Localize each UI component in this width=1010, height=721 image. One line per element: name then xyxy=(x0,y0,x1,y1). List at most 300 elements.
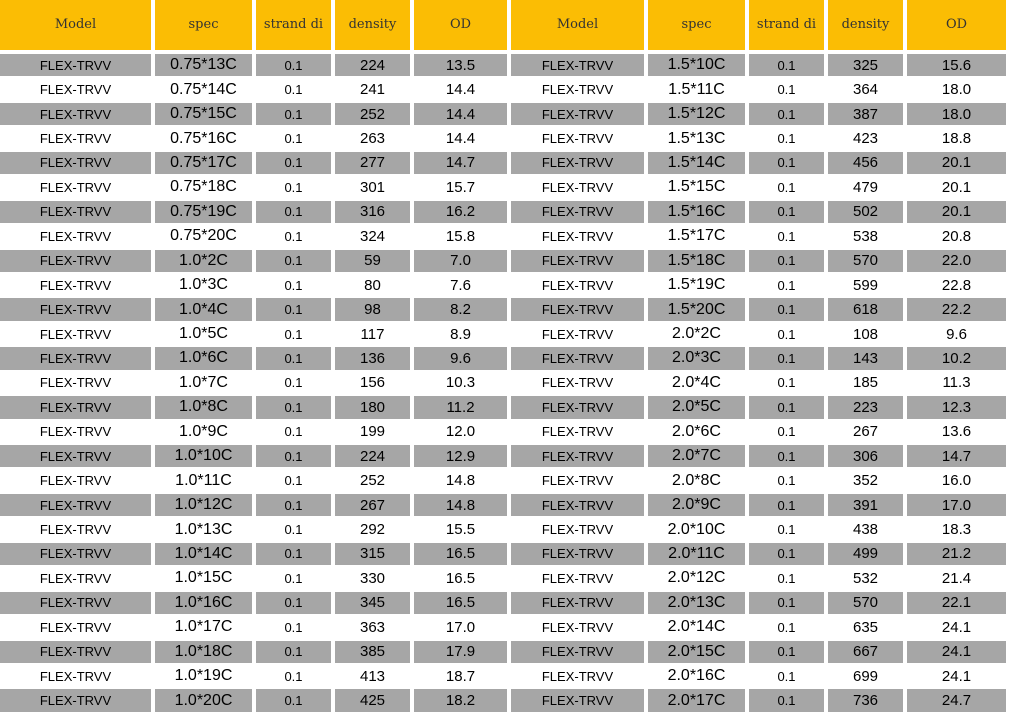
header-od-left: OD xyxy=(414,0,511,54)
cell-strand-diameter: 0.1 xyxy=(749,127,828,151)
table-row xyxy=(0,616,1010,640)
cell-spec: 0.75*18C xyxy=(155,176,256,200)
cell-density: 532 xyxy=(828,567,907,591)
cell-spec: 1.0*4C xyxy=(155,298,256,322)
cell-od: 20.1 xyxy=(907,152,1010,176)
cell-od: 16.0 xyxy=(907,469,1010,493)
table-row xyxy=(0,592,1010,616)
cell-od: 16.5 xyxy=(414,567,511,591)
cell-od: 20.8 xyxy=(907,225,1010,249)
cell-od: 10.3 xyxy=(414,372,511,396)
cell-strand-diameter: 0.1 xyxy=(749,396,828,420)
cell-density: 108 xyxy=(828,323,907,347)
cell-od: 8.2 xyxy=(414,298,511,322)
cell-density: 224 xyxy=(335,54,414,78)
cell-strand-diameter: 0.1 xyxy=(749,421,828,445)
cell-od: 24.1 xyxy=(907,665,1010,689)
cell-strand-diameter: 0.1 xyxy=(256,298,335,322)
cell-strand-diameter: 0.1 xyxy=(256,201,335,225)
cell-model: FLEX-TRVV xyxy=(511,274,648,298)
cell-model: FLEX-TRVV xyxy=(0,274,155,298)
cell-model: FLEX-TRVV xyxy=(511,372,648,396)
cell-density: 136 xyxy=(335,347,414,371)
cell-od: 18.2 xyxy=(414,689,511,713)
cell-od: 11.3 xyxy=(907,372,1010,396)
cell-od: 11.2 xyxy=(414,396,511,420)
cell-model: FLEX-TRVV xyxy=(0,616,155,640)
cell-density: 267 xyxy=(828,421,907,445)
cell-model: FLEX-TRVV xyxy=(0,421,155,445)
cell-strand-diameter: 0.1 xyxy=(256,592,335,616)
cell-spec: 1.0*19C xyxy=(155,665,256,689)
cell-model: FLEX-TRVV xyxy=(0,78,155,102)
cell-od: 17.9 xyxy=(414,641,511,665)
cell-model: FLEX-TRVV xyxy=(511,665,648,689)
cell-spec: 0.75*19C xyxy=(155,201,256,225)
cell-density: 345 xyxy=(335,592,414,616)
cell-od: 18.0 xyxy=(907,103,1010,127)
cell-density: 199 xyxy=(335,421,414,445)
cell-density: 391 xyxy=(828,494,907,518)
cell-model: FLEX-TRVV xyxy=(0,323,155,347)
cell-spec: 1.0*18C xyxy=(155,641,256,665)
header-density-right: density xyxy=(828,0,907,54)
cell-spec: 1.0*10C xyxy=(155,445,256,469)
cell-spec: 1.0*9C xyxy=(155,421,256,445)
cell-density: 223 xyxy=(828,396,907,420)
cell-strand-diameter: 0.1 xyxy=(256,689,335,713)
cell-density: 185 xyxy=(828,372,907,396)
cell-od: 14.8 xyxy=(414,494,511,518)
header-od-right: OD xyxy=(907,0,1010,54)
cell-density: 618 xyxy=(828,298,907,322)
cell-density: 479 xyxy=(828,176,907,200)
table-row xyxy=(0,494,1010,518)
cell-spec: 2.0*17C xyxy=(648,689,749,713)
cell-strand-diameter: 0.1 xyxy=(749,469,828,493)
cell-density: 385 xyxy=(335,641,414,665)
cell-density: 499 xyxy=(828,543,907,567)
cell-strand-diameter: 0.1 xyxy=(256,641,335,665)
cell-density: 80 xyxy=(335,274,414,298)
cell-density: 330 xyxy=(335,567,414,591)
cell-density: 180 xyxy=(335,396,414,420)
cell-density: 599 xyxy=(828,274,907,298)
cell-density: 387 xyxy=(828,103,907,127)
table-row xyxy=(0,274,1010,298)
cell-density: 538 xyxy=(828,225,907,249)
header-density-left: density xyxy=(335,0,414,54)
cell-strand-diameter: 0.1 xyxy=(256,323,335,347)
cell-spec: 2.0*3C xyxy=(648,347,749,371)
cell-strand-diameter: 0.1 xyxy=(256,78,335,102)
cell-spec: 2.0*9C xyxy=(648,494,749,518)
cell-model: FLEX-TRVV xyxy=(511,445,648,469)
cell-model: FLEX-TRVV xyxy=(511,518,648,542)
cell-spec: 2.0*12C xyxy=(648,567,749,591)
cell-od: 24.7 xyxy=(907,689,1010,713)
cell-spec: 2.0*8C xyxy=(648,469,749,493)
cell-strand-diameter: 0.1 xyxy=(749,298,828,322)
cell-model: FLEX-TRVV xyxy=(0,641,155,665)
cell-strand-diameter: 0.1 xyxy=(256,543,335,567)
cell-od: 12.3 xyxy=(907,396,1010,420)
cell-model: FLEX-TRVV xyxy=(0,445,155,469)
cell-spec: 1.0*15C xyxy=(155,567,256,591)
cell-density: 306 xyxy=(828,445,907,469)
cell-spec: 1.0*2C xyxy=(155,250,256,274)
cell-density: 352 xyxy=(828,469,907,493)
cell-spec: 2.0*15C xyxy=(648,641,749,665)
cell-od: 21.2 xyxy=(907,543,1010,567)
table-row xyxy=(0,641,1010,665)
cell-model: FLEX-TRVV xyxy=(511,347,648,371)
cell-strand-diameter: 0.1 xyxy=(256,665,335,689)
cell-strand-diameter: 0.1 xyxy=(749,323,828,347)
cell-od: 15.8 xyxy=(414,225,511,249)
cell-density: 438 xyxy=(828,518,907,542)
cell-spec: 0.75*20C xyxy=(155,225,256,249)
cell-spec: 2.0*10C xyxy=(648,518,749,542)
cell-density: 59 xyxy=(335,250,414,274)
cell-strand-diameter: 0.1 xyxy=(749,641,828,665)
header-spec-left: spec xyxy=(155,0,256,54)
cell-spec: 2.0*14C xyxy=(648,616,749,640)
cell-spec: 0.75*17C xyxy=(155,152,256,176)
cell-strand-diameter: 0.1 xyxy=(256,176,335,200)
cell-model: FLEX-TRVV xyxy=(0,176,155,200)
cell-spec: 1.0*6C xyxy=(155,347,256,371)
cell-model: FLEX-TRVV xyxy=(0,665,155,689)
cell-spec: 2.0*6C xyxy=(648,421,749,445)
table-row xyxy=(0,54,1010,78)
cell-spec: 1.5*15C xyxy=(648,176,749,200)
cell-strand-diameter: 0.1 xyxy=(749,78,828,102)
cell-model: FLEX-TRVV xyxy=(511,543,648,567)
cell-od: 14.4 xyxy=(414,103,511,127)
cell-od: 18.0 xyxy=(907,78,1010,102)
cell-density: 699 xyxy=(828,665,907,689)
cell-od: 15.7 xyxy=(414,176,511,200)
cell-model: FLEX-TRVV xyxy=(511,78,648,102)
cell-model: FLEX-TRVV xyxy=(0,250,155,274)
cell-spec: 0.75*15C xyxy=(155,103,256,127)
cell-spec: 1.0*20C xyxy=(155,689,256,713)
table-row xyxy=(0,543,1010,567)
table-row xyxy=(0,323,1010,347)
cell-density: 364 xyxy=(828,78,907,102)
cell-od: 16.5 xyxy=(414,592,511,616)
cell-od: 18.3 xyxy=(907,518,1010,542)
cell-model: FLEX-TRVV xyxy=(0,494,155,518)
header-row xyxy=(0,0,1010,54)
table-row xyxy=(0,445,1010,469)
cell-spec: 2.0*4C xyxy=(648,372,749,396)
cell-od: 13.6 xyxy=(907,421,1010,445)
cell-od: 10.2 xyxy=(907,347,1010,371)
cell-model: FLEX-TRVV xyxy=(0,152,155,176)
cell-model: FLEX-TRVV xyxy=(0,592,155,616)
cell-spec: 1.5*14C xyxy=(648,152,749,176)
cell-model: FLEX-TRVV xyxy=(0,689,155,713)
header-strand-diameter-left: strand di xyxy=(256,0,335,54)
cell-strand-diameter: 0.1 xyxy=(256,421,335,445)
cell-od: 22.8 xyxy=(907,274,1010,298)
cell-spec: 1.0*11C xyxy=(155,469,256,493)
cell-density: 423 xyxy=(828,127,907,151)
cell-density: 456 xyxy=(828,152,907,176)
cell-strand-diameter: 0.1 xyxy=(749,689,828,713)
cell-strand-diameter: 0.1 xyxy=(749,616,828,640)
cell-density: 570 xyxy=(828,592,907,616)
cell-density: 324 xyxy=(335,225,414,249)
cell-od: 20.1 xyxy=(907,201,1010,225)
cell-model: FLEX-TRVV xyxy=(0,201,155,225)
cell-strand-diameter: 0.1 xyxy=(256,127,335,151)
cell-spec: 1.5*10C xyxy=(648,54,749,78)
cell-od: 14.7 xyxy=(907,445,1010,469)
cell-od: 7.0 xyxy=(414,250,511,274)
cell-spec: 1.5*17C xyxy=(648,225,749,249)
cell-od: 18.8 xyxy=(907,127,1010,151)
cell-model: FLEX-TRVV xyxy=(0,225,155,249)
cell-od: 12.0 xyxy=(414,421,511,445)
cell-density: 316 xyxy=(335,201,414,225)
cell-spec: 0.75*16C xyxy=(155,127,256,151)
cell-od: 14.8 xyxy=(414,469,511,493)
table-row xyxy=(0,665,1010,689)
cell-strand-diameter: 0.1 xyxy=(749,225,828,249)
cell-od: 9.6 xyxy=(414,347,511,371)
table-row xyxy=(0,201,1010,225)
table-row xyxy=(0,518,1010,542)
cell-model: FLEX-TRVV xyxy=(511,323,648,347)
cell-density: 267 xyxy=(335,494,414,518)
cell-model: FLEX-TRVV xyxy=(511,103,648,127)
cell-strand-diameter: 0.1 xyxy=(256,250,335,274)
cell-od: 22.0 xyxy=(907,250,1010,274)
cell-spec: 1.5*16C xyxy=(648,201,749,225)
cell-spec: 1.5*12C xyxy=(648,103,749,127)
cell-strand-diameter: 0.1 xyxy=(256,616,335,640)
cell-density: 98 xyxy=(335,298,414,322)
table-row xyxy=(0,396,1010,420)
cell-spec: 2.0*13C xyxy=(648,592,749,616)
cell-strand-diameter: 0.1 xyxy=(749,567,828,591)
table-row xyxy=(0,298,1010,322)
cell-od: 8.9 xyxy=(414,323,511,347)
cell-od: 14.7 xyxy=(414,152,511,176)
cell-density: 292 xyxy=(335,518,414,542)
table-row xyxy=(0,421,1010,445)
cell-density: 224 xyxy=(335,445,414,469)
cell-od: 16.2 xyxy=(414,201,511,225)
table-row xyxy=(0,372,1010,396)
cell-strand-diameter: 0.1 xyxy=(749,176,828,200)
table-row xyxy=(0,689,1010,713)
table-row xyxy=(0,250,1010,274)
cell-model: FLEX-TRVV xyxy=(511,201,648,225)
cell-od: 15.5 xyxy=(414,518,511,542)
cell-density: 143 xyxy=(828,347,907,371)
cell-strand-diameter: 0.1 xyxy=(256,54,335,78)
cell-od: 9.6 xyxy=(907,323,1010,347)
cell-spec: 2.0*16C xyxy=(648,665,749,689)
table-row xyxy=(0,152,1010,176)
header-spec-right: spec xyxy=(648,0,749,54)
cell-model: FLEX-TRVV xyxy=(0,103,155,127)
cell-density: 117 xyxy=(335,323,414,347)
cell-density: 263 xyxy=(335,127,414,151)
cell-model: FLEX-TRVV xyxy=(0,127,155,151)
cell-spec: 2.0*7C xyxy=(648,445,749,469)
header-model-right: Model xyxy=(511,0,648,54)
cell-model: FLEX-TRVV xyxy=(0,543,155,567)
cell-strand-diameter: 0.1 xyxy=(256,103,335,127)
cell-spec: 1.0*14C xyxy=(155,543,256,567)
header-strand-diameter-right: strand di xyxy=(749,0,828,54)
cell-model: FLEX-TRVV xyxy=(0,396,155,420)
cell-density: 252 xyxy=(335,103,414,127)
cell-od: 13.5 xyxy=(414,54,511,78)
cell-model: FLEX-TRVV xyxy=(511,152,648,176)
cell-density: 241 xyxy=(335,78,414,102)
cell-model: FLEX-TRVV xyxy=(511,641,648,665)
cell-spec: 1.5*19C xyxy=(648,274,749,298)
cell-strand-diameter: 0.1 xyxy=(749,665,828,689)
cell-spec: 1.5*11C xyxy=(648,78,749,102)
cell-spec: 2.0*11C xyxy=(648,543,749,567)
table-row xyxy=(0,127,1010,151)
cell-spec: 0.75*13C xyxy=(155,54,256,78)
cell-spec: 1.5*13C xyxy=(648,127,749,151)
cell-strand-diameter: 0.1 xyxy=(749,347,828,371)
cell-od: 15.6 xyxy=(907,54,1010,78)
cell-spec: 1.0*16C xyxy=(155,592,256,616)
table-row xyxy=(0,78,1010,102)
cell-model: FLEX-TRVV xyxy=(511,616,648,640)
table-row xyxy=(0,469,1010,493)
table-row xyxy=(0,567,1010,591)
cell-spec: 1.5*18C xyxy=(648,250,749,274)
cell-density: 277 xyxy=(335,152,414,176)
cell-strand-diameter: 0.1 xyxy=(256,469,335,493)
cell-strand-diameter: 0.1 xyxy=(749,201,828,225)
cell-strand-diameter: 0.1 xyxy=(256,567,335,591)
cell-model: FLEX-TRVV xyxy=(511,225,648,249)
cell-density: 570 xyxy=(828,250,907,274)
cell-density: 502 xyxy=(828,201,907,225)
cell-strand-diameter: 0.1 xyxy=(256,347,335,371)
cell-density: 736 xyxy=(828,689,907,713)
cell-strand-diameter: 0.1 xyxy=(256,396,335,420)
cell-model: FLEX-TRVV xyxy=(511,298,648,322)
cell-strand-diameter: 0.1 xyxy=(256,372,335,396)
cell-spec: 1.5*20C xyxy=(648,298,749,322)
table-row xyxy=(0,347,1010,371)
cell-od: 7.6 xyxy=(414,274,511,298)
cell-od: 14.4 xyxy=(414,78,511,102)
cell-density: 667 xyxy=(828,641,907,665)
cell-density: 156 xyxy=(335,372,414,396)
cell-density: 425 xyxy=(335,689,414,713)
table-row xyxy=(0,103,1010,127)
cell-strand-diameter: 0.1 xyxy=(749,54,828,78)
cell-spec: 2.0*2C xyxy=(648,323,749,347)
table-body xyxy=(0,54,1010,714)
cell-strand-diameter: 0.1 xyxy=(256,518,335,542)
cell-strand-diameter: 0.1 xyxy=(749,445,828,469)
cell-model: FLEX-TRVV xyxy=(0,372,155,396)
cell-strand-diameter: 0.1 xyxy=(256,152,335,176)
cell-strand-diameter: 0.1 xyxy=(256,274,335,298)
cell-density: 635 xyxy=(828,616,907,640)
cell-model: FLEX-TRVV xyxy=(511,469,648,493)
cell-model: FLEX-TRVV xyxy=(511,567,648,591)
cell-model: FLEX-TRVV xyxy=(0,54,155,78)
cell-strand-diameter: 0.1 xyxy=(749,152,828,176)
cell-density: 315 xyxy=(335,543,414,567)
cell-spec: 1.0*3C xyxy=(155,274,256,298)
cell-od: 22.1 xyxy=(907,592,1010,616)
cell-density: 325 xyxy=(828,54,907,78)
table-row xyxy=(0,225,1010,249)
cell-model: FLEX-TRVV xyxy=(511,494,648,518)
cell-model: FLEX-TRVV xyxy=(0,469,155,493)
cell-od: 17.0 xyxy=(414,616,511,640)
cell-od: 18.7 xyxy=(414,665,511,689)
header-model-left: Model xyxy=(0,0,155,54)
cell-od: 22.2 xyxy=(907,298,1010,322)
cell-strand-diameter: 0.1 xyxy=(749,518,828,542)
cell-model: FLEX-TRVV xyxy=(511,127,648,151)
cell-model: FLEX-TRVV xyxy=(0,518,155,542)
cell-spec: 2.0*5C xyxy=(648,396,749,420)
cell-strand-diameter: 0.1 xyxy=(256,445,335,469)
cell-strand-diameter: 0.1 xyxy=(256,494,335,518)
cell-strand-diameter: 0.1 xyxy=(749,250,828,274)
cell-spec: 1.0*17C xyxy=(155,616,256,640)
cell-model: FLEX-TRVV xyxy=(511,250,648,274)
cell-strand-diameter: 0.1 xyxy=(749,372,828,396)
cell-od: 21.4 xyxy=(907,567,1010,591)
cell-strand-diameter: 0.1 xyxy=(749,103,828,127)
table-row xyxy=(0,176,1010,200)
cell-strand-diameter: 0.1 xyxy=(749,592,828,616)
cell-od: 17.0 xyxy=(907,494,1010,518)
cell-strand-diameter: 0.1 xyxy=(749,543,828,567)
cell-od: 14.4 xyxy=(414,127,511,151)
cell-density: 252 xyxy=(335,469,414,493)
cell-strand-diameter: 0.1 xyxy=(256,225,335,249)
cell-density: 301 xyxy=(335,176,414,200)
cell-spec: 1.0*8C xyxy=(155,396,256,420)
cell-model: FLEX-TRVV xyxy=(511,176,648,200)
cell-spec: 1.0*7C xyxy=(155,372,256,396)
cell-density: 413 xyxy=(335,665,414,689)
cell-spec: 1.0*12C xyxy=(155,494,256,518)
cell-model: FLEX-TRVV xyxy=(511,396,648,420)
cell-od: 16.5 xyxy=(414,543,511,567)
cell-od: 12.9 xyxy=(414,445,511,469)
cell-od: 24.1 xyxy=(907,641,1010,665)
cell-spec: 0.75*14C xyxy=(155,78,256,102)
cell-od: 24.1 xyxy=(907,616,1010,640)
cell-density: 363 xyxy=(335,616,414,640)
cell-strand-diameter: 0.1 xyxy=(749,274,828,298)
cell-model: FLEX-TRVV xyxy=(0,347,155,371)
cell-spec: 1.0*5C xyxy=(155,323,256,347)
